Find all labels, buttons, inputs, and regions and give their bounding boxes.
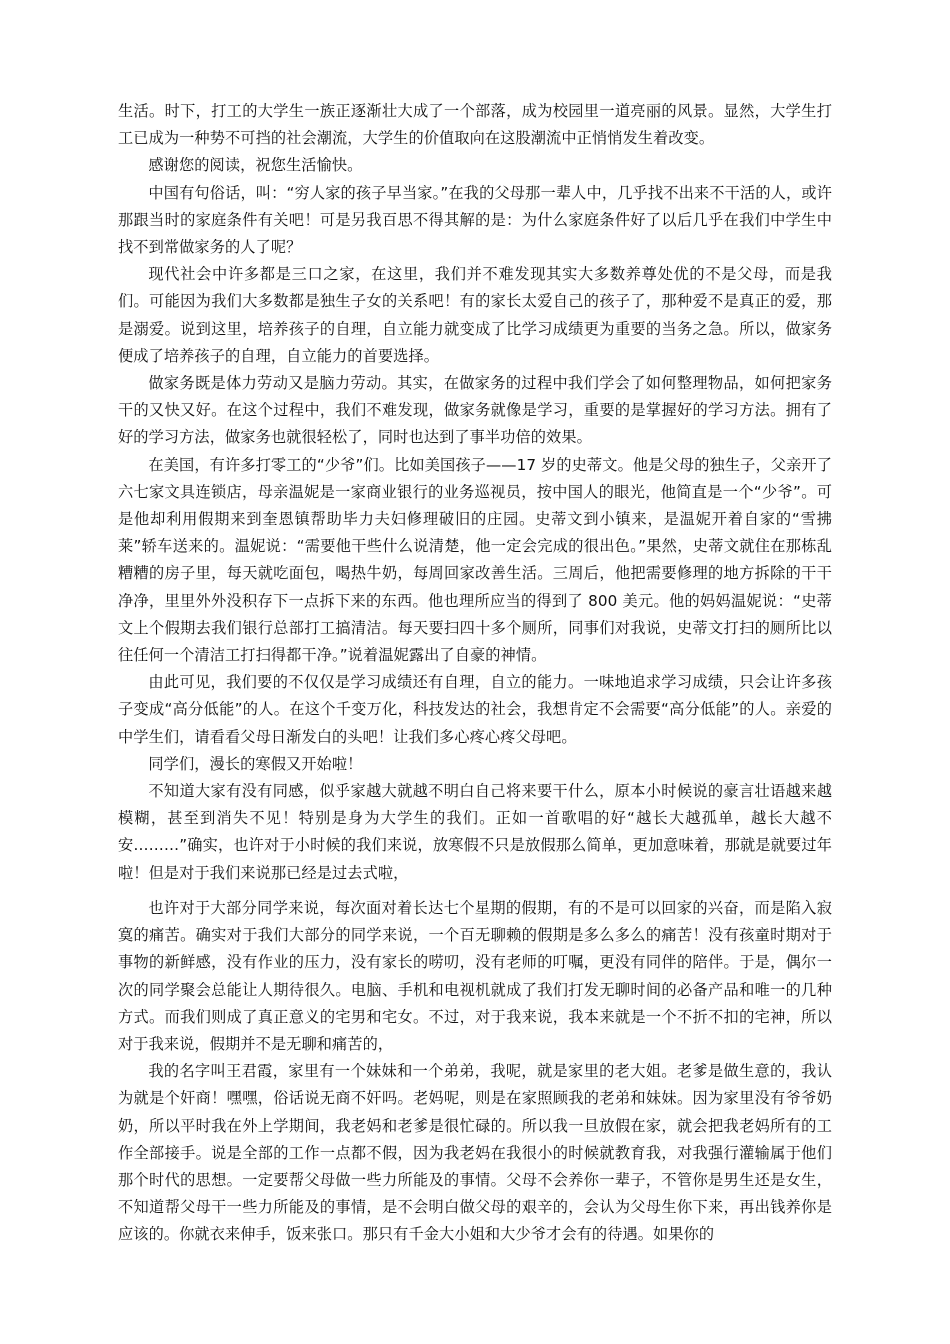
paragraph-2: 感谢您的阅读，祝您生活愉快。 <box>148 156 363 175</box>
paragraph-9: 不知道大家有没有同感，似乎家越大就越不明白自己将来要干什么，原本小时候说的豪言壮语越来越模糊，甚至到消失不见！特别是身为大学生的我们。正如一首歌唱的好“越长大越孤单，越长大越不安………”确实，也许对于小时候的我们来说，放寒假不只是放假那么简单，更加意味着，那就是就要过年啦！但是对于我们来说那已经是过去式啦， <box>118 782 832 882</box>
paragraph-4: 现代社会中许多都是三口之家，在这里，我们并不难发现其实大多数养尊处优的不是父母，而是我们。可能因为我们大多数都是独生子女的关系吧！有的家长太爱自己的孩子了，那种爱不是真正的爱，那是溺爱。说到这里，培养孩子的自理，自立能力就变成了比学习成绩更为重要的当务之急。所以，做家务便成了培养孩子的自理，自立能力的首要选择。 <box>118 265 832 365</box>
paragraph-1: 生活。时下，打工的大学生一族正逐渐壮大成了一个部落，成为校园里一道亮丽的风景。显然，大学生打工已成为一种势不可挡的社会潮流，大学生的价值取向在这股潮流中正悄悄发生着改变。 <box>118 102 832 148</box>
paragraph-7: 由此可见，我们要的不仅仅是学习成绩还有自理，自立的能力。一味地追求学习成绩，只会让许多孩子变成“高分低能”的人。在这个千变万化，科技发达的社会，我想肯定不会需要“高分低能”的人。亲爱的中学生们，请看看父母日渐发白的头吧！让我们多心疼心疼父母吧。 <box>118 673 832 746</box>
paragraph-8: 同学们，漫长的寒假又开始啦！ <box>148 754 363 773</box>
paragraph-10: 也许对于大部分同学来说，每次面对着长达七个星期的假期，有的不是可以回家的兴奋，而是陷入寂寞的痛苦。确实对于我们大部分的同学来说，一个百无聊赖的假期是多么多么的痛苦！没有孩童时期对于事物的新鲜感，没有作业的压力，没有家长的唠叨，没有老师的叮嘱，更没有同伴的陪伴。于是，偶尔一次的同学聚会总能让人期待很久。电脑、手机和电视机就成了我们打发无聊时间的必备产品和唯一的几种方式。而我们则成了真正意义的宅男和宅女。不过，对于我来说，我本来就是一个不折不扣的宅神，所以对于我来说，假期并不是无聊和痛苦的， <box>118 898 832 1053</box>
paragraph-6: 在美国，有许多打零工的“少爷”们。比如美国孩子——17 岁的史蒂文。他是父母的独生子，父亲开了六七家文具连锁店，母亲温妮是一家商业银行的业务巡视员，按中国人的眼光，他简直是一个“少爷”。可是他却利用假期来到奎恩镇帮助毕力夫妇修理破旧的庄园。史蒂文到小镇来，是温妮开着自家的“雪拂莱”轿车送来的。温妮说：“需要他干些什么说清楚，他一定会完成的很出色。”果然，史蒂文就住在那栋乱糟糟的房子里，每天就吃面包，喝热牛奶，每周回家改善生活。三周后，他把需要修理的地方拆除的干干净净，里里外外没积存下一点拆下来的东西。他也理所应当的得到了 800 美元。他的妈妈温妮说：“史蒂文上个假期去我们银行总部打工搞清洁。每天要扫四十多个厕所，同事们对我说，史蒂文打扫的厕所比以往任何一个清洁工打扫得都干净。”说着温妮露出了自豪的神情。 <box>118 455 832 665</box>
document-body <box>118 98 832 1249</box>
paragraph-11: 我的名字叫王君霞，家里有一个妹妹和一个弟弟，我呢，就是家里的老大姐。老爹是做生意的，我认为就是个奸商！嘿嘿，俗话说无商不奸吗。老妈呢，则是在家照顾我的老弟和妹妹。因为家里没有爷爷奶奶，所以平时我在外上学期间，我老妈和老爹是很忙碌的。所以我一旦放假在家，就会把我老妈所有的工作全部接手。说是全部的工作一点都不假，因为我老妈在我很小的时候就教育我，对我强行灌输属于他们那个时代的思想。一定要帮父母做一些力所能及的事情。父母不会养你一辈子，不管你是男生还是女生，不知道帮父母干一些力所能及的事情，是不会明白做父母的艰辛的，会认为父母生你下来，再出钱养你是应该的。你就衣来伸手，饭来张口。那只有千金大小姐和大少爷才会有的待遇。如果你的 <box>118 1062 832 1244</box>
paragraph-3: 中国有句俗话，叫：“穷人家的孩子早当家。”在我的父母那一辈人中，几乎找不出来不干活的人，或许那跟当时的家庭条件有关吧！可是另我百思不得其解的是：为什么家庭条件好了以后几乎在我们中学生中找不到常做家务的人了呢？ <box>118 183 832 257</box>
paragraph-5: 做家务既是体力劳动又是脑力劳动。其实，在做家务的过程中我们学会了如何整理物品，如何把家务干的又快又好。在这个过程中，我们不难发现，做家务就像是学习，重要的是掌握好的学习方法。拥有了好的学习方法，做家务也就很轻松了，同时也达到了事半功倍的效果。 <box>118 374 832 447</box>
